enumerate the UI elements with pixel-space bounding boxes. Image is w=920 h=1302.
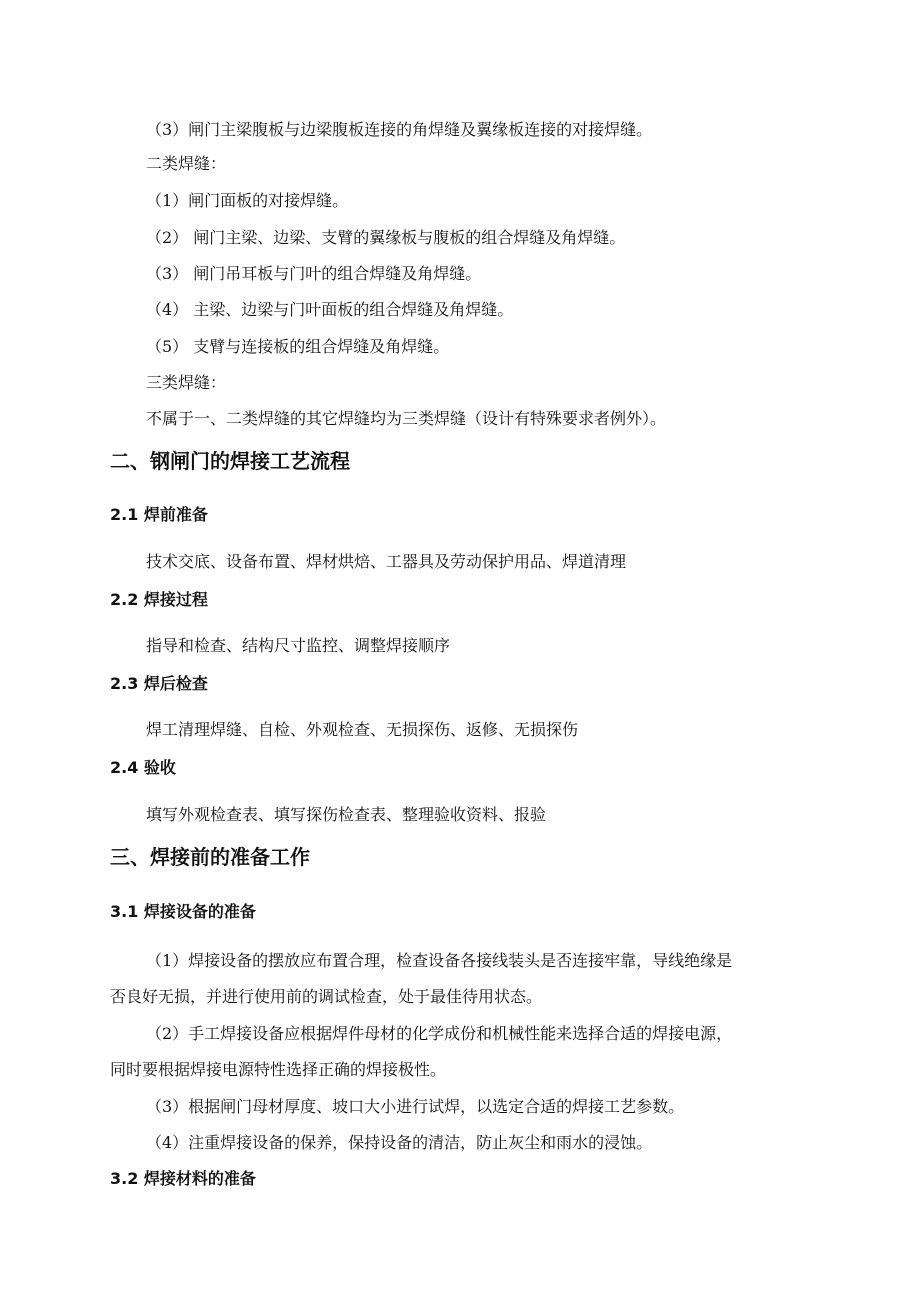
paragraph-3-1-2-line-2: 同时要根据焊接电源特性选择正确的焊接极性。 <box>110 1060 447 1079</box>
paragraph-3-1-2-line-1: （2）手工焊接设备应根据焊件母材的化学成份和机械性能来选择合适的焊接电源， <box>146 1024 733 1043</box>
weld-class2-item-3: （3） 闸门吊耳板与门叶的组合焊缝及角焊缝。 <box>146 264 482 283</box>
paragraph-3-1-1-line-2: 否良好无损，并进行使用前的调试检查，处于最佳待用状态。 <box>110 987 543 1006</box>
weld-class3-text: 不属于一、二类焊缝的其它焊缝均为三类焊缝（设计有特殊要求者例外）。 <box>146 409 667 428</box>
subsection-3-2-heading: 3.2 焊接材料的准备 <box>110 1169 256 1188</box>
subsection-2-2-text: 指导和检查、结构尺寸监控、调整焊接顺序 <box>146 636 451 655</box>
subsection-2-4-heading: 2.4 验收 <box>110 758 176 777</box>
section-2-heading: 二、钢闸门的焊接工艺流程 <box>110 449 350 473</box>
weld-class3-title: 三类焊缝： <box>146 373 227 392</box>
weld-class2-item-2: （2） 闸门主梁、边梁、支臂的翼缘板与腹板的组合焊缝及角焊缝。 <box>146 228 626 247</box>
subsection-2-3-text: 焊工清理焊缝、自检、外观检查、无损探伤、返修、无损探伤 <box>146 720 579 739</box>
subsection-2-4-text: 填写外观检查表、填写探伤检查表、整理验收资料、报验 <box>146 805 547 824</box>
weld-class2-item-1: （1）闸门面板的对接焊缝。 <box>146 191 349 210</box>
weld-class2-item-4: （4） 主梁、边梁与门叶面板的组合焊缝及角焊缝。 <box>146 300 514 319</box>
weld-class2-item-5: （5） 支臂与连接板的组合焊缝及角焊缝。 <box>146 337 450 356</box>
paragraph-3-1-3: （3）根据闸门母材厚度、坡口大小进行试焊，以选定合适的焊接工艺参数。 <box>146 1097 685 1116</box>
weld-class2-title: 二类焊缝： <box>146 154 227 173</box>
subsection-3-1-heading: 3.1 焊接设备的准备 <box>110 902 256 921</box>
paragraph-3-1-1-line-1: （1）焊接设备的摆放应布置合理，检查设备各接线装头是否连接牢靠，导线绝缘是 <box>146 951 733 970</box>
subsection-2-2-heading: 2.2 焊接过程 <box>110 590 208 609</box>
paragraph-3-1-4: （4）注重焊接设备的保养，保持设备的清洁，防止灰尘和雨水的浸蚀。 <box>146 1133 653 1152</box>
weld-class1-item-3: （3）闸门主梁腹板与边梁腹板连接的角焊缝及翼缘板连接的对接焊缝。 <box>146 120 653 139</box>
subsection-2-1-text: 技术交底、设备布置、焊材烘焙、工器具及劳动保护用品、焊道清理 <box>146 552 627 571</box>
subsection-2-1-heading: 2.1 焊前准备 <box>110 505 208 524</box>
subsection-2-3-heading: 2.3 焊后检查 <box>110 674 208 693</box>
section-3-heading: 三、焊接前的准备工作 <box>110 845 310 869</box>
